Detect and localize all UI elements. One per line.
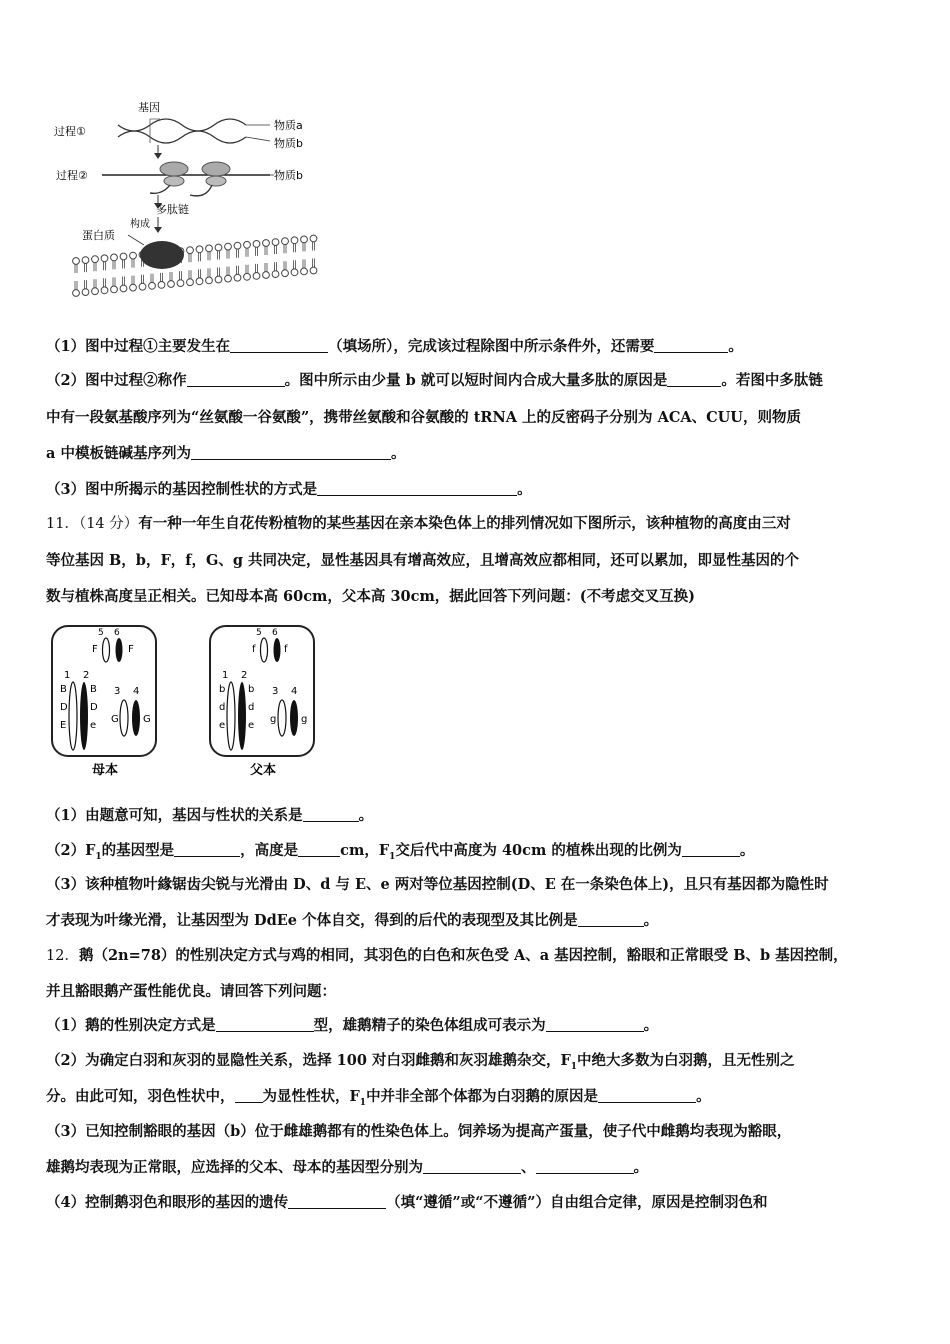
lipid-head <box>310 267 317 274</box>
lipid-head <box>234 242 241 249</box>
chromosome-5 <box>103 638 110 662</box>
lipid-tail <box>218 251 220 260</box>
lipid-head <box>215 244 222 251</box>
q10-p1-text-c: 。 <box>728 338 743 355</box>
lipid-head <box>244 273 251 280</box>
lipid-tail <box>199 252 201 261</box>
q10-part1 <box>46 337 916 357</box>
q12-text-2: 并且豁眼鹅产蛋性能优良。请回答下列问题： <box>46 983 336 1000</box>
q10-p2-text-b: 。图中所示由少量 b 就可以短时间内合成大量多肽的原因是 <box>284 372 668 389</box>
gene-label: e <box>90 720 97 731</box>
lipid-head <box>130 284 137 291</box>
gene-label: g <box>301 714 308 725</box>
father-cell <box>210 626 314 778</box>
q11-p3-text-a: （3）该种植物叶緣锯齿尖锐与光滑由 D、d 与 E、e 两对等位基因控制(D、E 在一条染色体上)，且只有基因都为隐性时 <box>46 876 829 893</box>
lipid-tail <box>85 263 87 272</box>
q10-p2-text-c: 。若图中多肽链 <box>721 372 823 389</box>
q12-p4-text-a: （4）控制鹅羽色和眼形的基因的遗传 <box>46 1194 289 1211</box>
answer-blank[interactable] <box>191 445 391 460</box>
lipid-head <box>158 282 165 289</box>
substance-b-label-upper: 物质b <box>274 137 303 150</box>
lipid-head <box>120 285 127 292</box>
q11-part3-line2 <box>46 911 916 931</box>
lipid-head <box>253 241 260 248</box>
chromosome-1 <box>69 682 77 750</box>
lipid-tail <box>208 268 210 277</box>
lipid-tail <box>123 260 125 269</box>
gene-label: E <box>60 720 67 731</box>
ribosome-1-large <box>160 162 188 176</box>
q11-p3-text-c: 。 <box>643 912 659 929</box>
chrom-number-3: 3 <box>114 686 121 697</box>
q12-p2-text-f: 。 <box>696 1088 711 1105</box>
q11-p2-text-c: ，高度是 <box>240 842 299 859</box>
q10-p3-text-a: （3）图中所揭示的基因控制性状的方式是 <box>46 481 318 498</box>
q10-p2-text-a: （2）图中过程②称作 <box>46 372 187 389</box>
lipid-head <box>187 279 194 286</box>
q11-p2-text-f: 。 <box>739 842 755 859</box>
chrom-number-5: 5 <box>98 628 104 638</box>
gene-label: 基因 <box>138 101 160 114</box>
lipid-head <box>73 290 80 297</box>
membrane-protein <box>140 241 184 269</box>
answer-blank[interactable] <box>598 1088 696 1103</box>
lipid-tail <box>303 259 305 268</box>
lipid-head <box>111 286 118 293</box>
polypeptide-2 <box>190 185 212 196</box>
q12-p1-text-a: （1）鹅的性别决定方式是 <box>46 1017 216 1034</box>
dna-strand-2 <box>118 131 246 143</box>
lipid-head <box>73 258 80 265</box>
q12-part4 <box>46 1193 916 1213</box>
constitutes-label: 构成 <box>130 219 150 230</box>
substance-a-label: 物质a <box>274 119 303 132</box>
q11-text-2: 等位基因 B，b，F，f，G、g 共同决定，显性基因具有增高效应，且增高效应都相同，还可以累加，即显性基因的个 <box>46 552 800 569</box>
lipid-tail <box>294 260 296 269</box>
gene-label: B <box>60 684 67 695</box>
lipid-head <box>168 281 175 288</box>
q11-text-3: 数与植株高度呈正相关。已知母本高 60cm，父本高 30cm，据此回答下列问题：(不考虑交叉互换) <box>46 588 696 605</box>
gene-label: G <box>111 714 119 725</box>
lipid-tail <box>275 245 277 254</box>
lipid-tail <box>123 277 125 286</box>
polypeptide-1 <box>150 185 170 193</box>
lipid-head <box>310 235 317 242</box>
substance-b-label-lower: 物质b <box>274 169 303 182</box>
q11-p2-text-a: （2）F <box>46 842 96 859</box>
lipid-head <box>272 271 279 278</box>
gene-label: D <box>60 702 68 713</box>
lipid-tail <box>265 263 267 272</box>
lipid-tail <box>227 267 229 276</box>
lipid-tail <box>313 259 315 268</box>
lipid-tail <box>256 247 258 256</box>
lipid-tail <box>104 278 106 287</box>
q12-p3-text-c: 、 <box>521 1159 536 1176</box>
lipid-tail <box>104 261 106 270</box>
q11-text-1: 有一种一年生自花传粉植物的某些基因在亲本染色体上的排列情况如下图所示，该种植物的高度由三对 <box>138 515 791 532</box>
answer-blank[interactable] <box>230 338 328 353</box>
q11-number: 11．（14 分） <box>46 516 139 532</box>
gene-label: B <box>90 684 97 695</box>
q12-part2-line2 <box>46 1087 916 1113</box>
mother-cell-outline <box>52 626 156 756</box>
lipid-head <box>120 253 127 260</box>
q12-p2-text-e: 中并非全部个体都为白羽鹅的原因是 <box>366 1088 599 1105</box>
lipid-head <box>187 247 194 254</box>
protein-label: 蛋白质 <box>82 229 115 242</box>
gene-label: b <box>219 684 226 695</box>
ribosome-2-large <box>202 162 230 176</box>
lipid-head <box>196 246 203 253</box>
chrom-number-4: 4 <box>133 686 140 697</box>
subscript: 1 <box>389 851 396 862</box>
lipid-head <box>225 243 232 250</box>
q10-p2-text-f: 。 <box>390 445 406 462</box>
q12-line1 <box>46 946 916 966</box>
answer-blank[interactable] <box>546 1017 644 1032</box>
lipid-head <box>92 288 99 295</box>
protein-leader <box>128 235 144 245</box>
lipid-tail <box>180 271 182 280</box>
q10-part2-line1 <box>46 371 916 391</box>
lipid-tail <box>75 264 77 273</box>
lipid-tail <box>94 262 96 271</box>
lipid-tail <box>170 272 172 281</box>
cell-membrane <box>73 235 317 296</box>
lipid-tail <box>256 264 258 273</box>
answer-blank[interactable] <box>174 842 240 857</box>
gene-label: f <box>284 644 288 655</box>
q12-p2-text-d: 为显性性状，F <box>262 1088 360 1105</box>
ribosome-1-small <box>164 176 184 186</box>
lipid-tail <box>237 266 239 275</box>
lipid-head <box>92 256 99 263</box>
lipid-tail <box>208 251 210 260</box>
chrom-number-1: 1 <box>64 670 71 681</box>
lipid-tail <box>246 265 248 274</box>
gene-label: F <box>92 644 98 655</box>
process-2-label: 过程② <box>56 169 88 182</box>
lipid-tail <box>132 259 134 268</box>
q10-p3-text-b: 。 <box>517 481 532 498</box>
gene-label: G <box>143 714 151 725</box>
answer-blank[interactable] <box>667 372 721 387</box>
process-1-label: 过程① <box>54 125 86 138</box>
q10-p1-text-b: （填场所），完成该过程除图中所示条件外，还需要 <box>328 338 655 355</box>
chromosome-2 <box>80 682 88 750</box>
lipid-head <box>149 282 156 289</box>
lipid-tail <box>313 242 315 251</box>
q11-line2 <box>46 551 916 571</box>
chrom-number-2: 2 <box>241 670 248 681</box>
chromosome-6 <box>274 638 281 662</box>
q10-p2-text-d: 中有一段氨基酸序列为“丝氨酸一谷氨酸”，携带丝氨酸和谷氨酸的 tRNA 上的反密码子分别为 ACA、CUU，则物质 <box>46 409 801 426</box>
chrom-number-3: 3 <box>272 686 279 697</box>
q11-part1 <box>46 806 916 826</box>
q12-p2-text-c: 分。由此可知，羽色性状中， <box>46 1088 235 1105</box>
lipid-tail <box>132 276 134 285</box>
gene-label: e <box>219 720 226 731</box>
q10-part2-line2 <box>46 408 916 428</box>
gene-bracket <box>150 119 160 143</box>
gene-label: f <box>252 644 256 655</box>
q12-number: 12． <box>46 948 79 964</box>
lipid-head <box>206 277 213 284</box>
lipid-tail <box>237 249 239 258</box>
lipid-head <box>263 272 270 279</box>
chromosome-figure <box>48 622 338 782</box>
q12-line2 <box>46 982 916 1002</box>
answer-blank[interactable] <box>235 1088 263 1103</box>
chromosome-3 <box>120 700 128 736</box>
lipid-head <box>291 237 298 244</box>
lipid-tail <box>85 280 87 289</box>
lipid-tail <box>284 244 286 253</box>
answer-blank[interactable] <box>423 1159 521 1174</box>
chromosome-6 <box>116 638 123 662</box>
q11-p2-text-e: 交后代中高度为 40cm 的植株出现的比例为 <box>395 842 682 859</box>
lipid-tail <box>142 275 144 284</box>
lipid-tail <box>161 273 163 282</box>
q12-part2-line1 <box>46 1051 916 1077</box>
lipid-head <box>225 275 232 282</box>
substance-b-leader <box>246 137 270 141</box>
lipid-head <box>139 283 146 290</box>
q12-p4-text-b: （填“遵循”或“不遵循”）自由组合定律，原因是控制羽色和 <box>386 1194 768 1211</box>
gene-label: F <box>128 644 134 655</box>
lipid-head <box>206 245 213 252</box>
chrom-number-4: 4 <box>291 686 298 697</box>
mother-label: 母本 <box>92 763 119 778</box>
lipid-tail <box>199 269 201 278</box>
lipid-tail <box>265 246 267 255</box>
lipid-tail <box>246 248 248 257</box>
answer-blank[interactable] <box>578 912 644 927</box>
q12-p3-text-a: （3）已知控制豁眼的基因（b）位于雌雄鹅都有的性染色体上。饲养场为提高产蛋量，使子代中雌鹅均表现为豁眼， <box>46 1123 792 1140</box>
lipid-head <box>196 278 203 285</box>
lipid-head <box>301 236 308 243</box>
lipid-tail <box>94 279 96 288</box>
chromosome-4 <box>132 700 140 736</box>
lipid-head <box>82 289 89 296</box>
lipid-head <box>130 252 137 259</box>
lipid-tail <box>189 270 191 279</box>
lipid-head <box>215 276 222 283</box>
lipid-tail <box>294 243 296 252</box>
q11-part2 <box>46 841 916 867</box>
gene-label: D <box>90 702 98 713</box>
q10-p2-text-e: a 中模板链碱基序列为 <box>46 445 191 462</box>
q12-part3-line2 <box>46 1158 916 1178</box>
lipid-head <box>234 274 241 281</box>
lipid-head <box>177 280 184 287</box>
subscript: 1 <box>570 1061 578 1072</box>
q12-p2-text-a: （2）为确定白羽和灰羽的显隐性关系，选择 100 对白羽雌鹅和灰羽雄鹅杂交，F <box>46 1052 571 1069</box>
q12-p3-text-d: 。 <box>633 1159 648 1176</box>
q12-part3-line1 <box>46 1122 916 1142</box>
chromosome-3 <box>278 700 286 736</box>
lipid-head <box>282 270 289 277</box>
answer-blank[interactable] <box>654 338 728 353</box>
chromosome-4 <box>290 700 298 736</box>
gene-label: d <box>219 702 226 713</box>
answer-blank[interactable] <box>682 842 740 857</box>
q11-part3-line1 <box>46 875 916 895</box>
gene-expression-figure <box>50 95 350 310</box>
lipid-head <box>282 238 289 245</box>
chromosome-5 <box>261 638 268 662</box>
answer-blank[interactable] <box>187 372 285 387</box>
chrom-number-6: 6 <box>114 628 120 638</box>
gene-label: b <box>248 684 255 695</box>
father-cell-outline <box>210 626 314 756</box>
polypeptide-label: 多肽链 <box>156 203 189 216</box>
chrom-number-2: 2 <box>83 670 90 681</box>
answer-blank[interactable] <box>298 842 340 857</box>
q10-part2-line3 <box>46 444 916 464</box>
arrow-head-3 <box>154 227 162 233</box>
dna-strand-1 <box>118 119 246 131</box>
lipid-head <box>263 240 270 247</box>
q12-part1 <box>46 1016 916 1036</box>
q12-p3-text-b: 雄鹅均表现为正常眼，应选择的父本、母本的基因型分别为 <box>46 1159 423 1176</box>
chrom-number-1: 1 <box>222 670 229 681</box>
q11-p1-text-a: （1）由题意可知，基因与性状的关系是 <box>46 807 303 824</box>
subscript: 1 <box>359 1097 367 1108</box>
lipid-head <box>82 257 89 264</box>
lipid-tail <box>218 268 220 277</box>
gene-label: g <box>270 714 277 725</box>
lipid-tail <box>113 260 115 269</box>
lipid-tail <box>303 242 305 251</box>
chromosome-1 <box>227 682 235 750</box>
q12-p1-text-c: 。 <box>643 1017 659 1034</box>
answer-blank[interactable] <box>288 1194 386 1209</box>
q11-p2-text-b: 的基因型是 <box>101 842 175 859</box>
ribosome-2-small <box>206 176 226 186</box>
q12-p1-text-b: 型，雄鹅精子的染色体组成可表示为 <box>313 1017 546 1034</box>
gene-label: d <box>248 702 255 713</box>
lipid-tail <box>189 253 191 262</box>
lipid-tail <box>113 277 115 286</box>
q11-line3 <box>46 587 916 607</box>
q11-p1-text-b: 。 <box>358 807 374 824</box>
father-label: 父本 <box>250 763 277 778</box>
gene-label: e <box>248 720 255 731</box>
q11-p3-text-b: 才表现为叶缘光滑，让基因型为 DdEe 个体自交，得到的后代的表现型及其比例是 <box>46 912 578 929</box>
lipid-head <box>244 241 251 248</box>
q11-p2-text-d: cm，F <box>340 842 390 859</box>
lipid-head <box>272 239 279 246</box>
answer-blank[interactable] <box>536 1159 634 1174</box>
answer-blank[interactable] <box>216 1017 314 1032</box>
answer-blank[interactable] <box>317 481 517 496</box>
q10-part3 <box>46 480 916 500</box>
q11-line1 <box>46 514 916 534</box>
q10-p1-text-a: （1）图中过程①主要发生在 <box>46 338 231 355</box>
chromosome-2 <box>238 682 246 750</box>
lipid-head <box>111 254 118 261</box>
q12-p2-text-b: 中绝大多数为白羽鹅，且无性别之 <box>577 1052 795 1069</box>
lipid-head <box>101 255 108 262</box>
lipid-head <box>301 268 308 275</box>
lipid-head <box>253 273 260 280</box>
lipid-tail <box>75 281 77 290</box>
lipid-tail <box>227 250 229 259</box>
lipid-head <box>101 287 108 294</box>
mother-cell <box>52 626 156 778</box>
arrow-head-1 <box>154 153 162 159</box>
lipid-head <box>291 269 298 276</box>
subscript: 1 <box>95 851 102 862</box>
q12-text-1: 鹅（2n=78）的性别决定方式与鸡的相同，其羽色的白色和灰色受 A、a 基因控制，豁眼和正常眼受 B、b 基因控制， <box>78 947 848 964</box>
chrom-number-6: 6 <box>272 628 278 638</box>
chrom-number-5: 5 <box>256 628 262 638</box>
lipid-tail <box>151 274 153 283</box>
lipid-tail <box>284 261 286 270</box>
answer-blank[interactable] <box>303 807 359 822</box>
lipid-tail <box>275 262 277 271</box>
